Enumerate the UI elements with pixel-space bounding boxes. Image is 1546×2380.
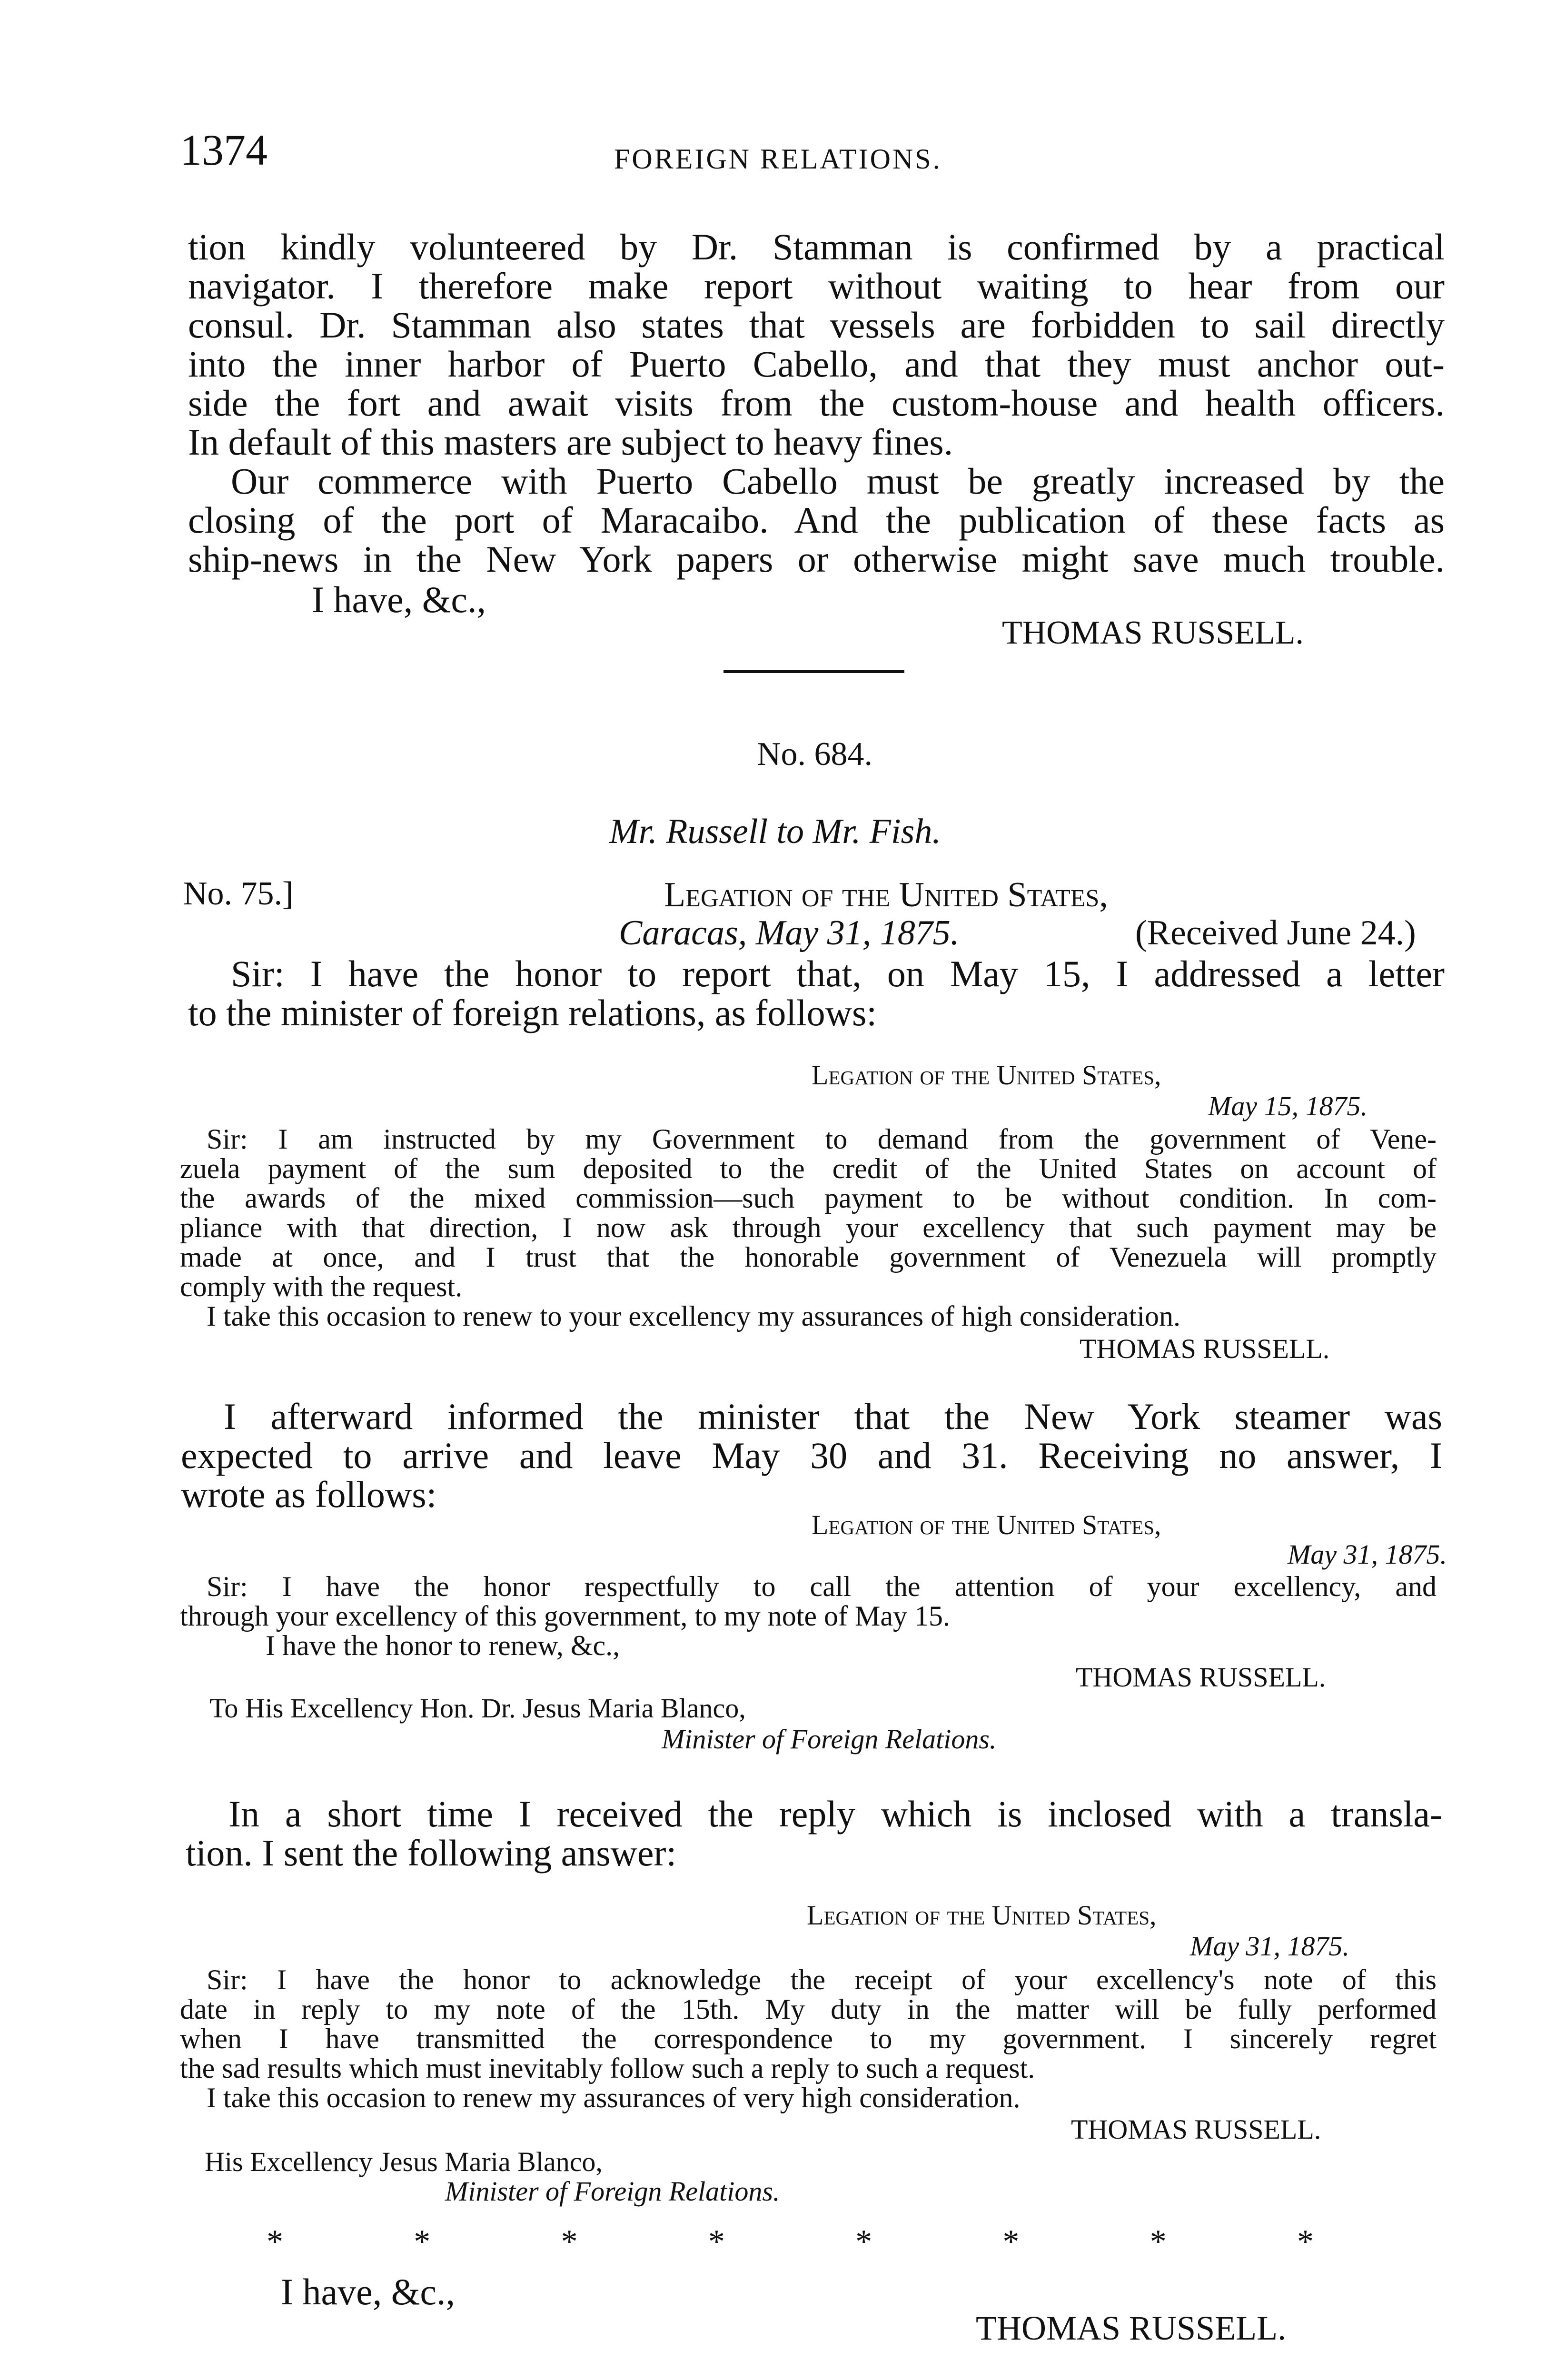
text-line: the sad results which must inevitably follow such a reply to such a request.	[180, 2053, 1035, 2084]
letter-date: May 31, 1875.	[1190, 1931, 1350, 1962]
legation-heading: Legation of the United States,	[664, 875, 1108, 914]
document-number: No. 684.	[757, 736, 873, 773]
text-line: Sir: I have the honor to report that, on May 15, I addressed a letter	[231, 953, 1445, 994]
running-title: FOREIGN RELATIONS.	[614, 143, 942, 175]
text-line: pliance with that direction, I now ask through your excellency that such payment may be	[180, 1212, 1437, 1243]
text-line: tion. I sent the following answer:	[186, 1832, 677, 1874]
paragraph-continuation	[188, 228, 1445, 462]
text-line: Our commerce with Puerto Cabello must be greatly increased by the	[231, 460, 1445, 502]
text-line: through your excellency of this government, to my note of May 15.	[180, 1600, 950, 1632]
received-date: (Received June 24.)	[1135, 913, 1416, 952]
text-line: I afterward informed the minister that the New York steamer was	[224, 1396, 1442, 1437]
text-line: wrote as follows:	[181, 1474, 437, 1515]
text-line: side the fort and await visits from the custom-house and health officers.	[188, 382, 1445, 424]
letter-legation: Legation of the United States,	[807, 1900, 1157, 1931]
paragraph-commerce	[188, 462, 1445, 579]
text-line: date in reply to my note of the 15th. My duty in the matter will be fully performed	[180, 1993, 1437, 2025]
addressee: To His Excellency Hon. Dr. Jesus Maria Blanco,	[209, 1693, 746, 1724]
letter-date: May 15, 1875.	[1208, 1091, 1368, 1121]
text-line: into the inner harbor of Puerto Cabello, and that they must anchor out-	[188, 343, 1445, 385]
signature: THOMAS RUSSELL.	[1071, 2114, 1321, 2145]
text-line: Sir: I have the honor to acknowledge the receipt of your excellency's note of this	[207, 1964, 1437, 1995]
text-line: Sir: I am instructed by my Government to demand from the government of Vene-	[207, 1123, 1437, 1155]
closing-phrase: I have, &c.,	[312, 579, 486, 620]
addressee-title: Minister of Foreign Relations.	[445, 2176, 780, 2207]
text-line: closing of the port of Maracaibo. And the publication of these facts as	[188, 499, 1445, 541]
text-line: I take this occasion to renew to your excellency my assurances of high consideration.	[207, 1300, 1181, 1332]
signature: THOMAS RUSSELL.	[1002, 615, 1304, 651]
letter-date: May 31, 1875.	[1288, 1539, 1447, 1570]
text-line: to the minister of foreign relations, as follows:	[188, 992, 877, 1033]
letter-legation: Legation of the United States,	[812, 1509, 1161, 1540]
letter-body	[180, 1124, 1437, 1331]
text-line: In default of this masters are subject to heavy fines.	[188, 421, 953, 463]
signature: THOMAS RUSSELL.	[976, 2309, 1287, 2347]
star: *	[1297, 2223, 1314, 2260]
text-line: navigator. I therefore make report without waiting to hear from our	[188, 265, 1445, 307]
text-line: Sir: I have the honor respectfully to call the attention of your excellency, and	[207, 1571, 1437, 1602]
paragraph-reply	[186, 1795, 1442, 1873]
text-line: when I have transmitted the correspondence to my government. I sincerely regret	[180, 2023, 1437, 2054]
letter-body	[180, 1965, 1437, 2112]
addressee-title: Minister of Foreign Relations.	[662, 1724, 997, 1755]
text-line: I have the honor to renew, &c.,	[266, 1630, 620, 1661]
omission-stars	[267, 2223, 1314, 2261]
signature: THOMAS RUSSELL.	[1080, 1333, 1330, 1364]
place-date: Caracas, May 31, 1875.	[619, 913, 960, 952]
closing-phrase: I have, &c.,	[281, 2271, 456, 2312]
document-title: Mr. Russell to Mr. Fish.	[609, 812, 941, 851]
text-line: comply with the request.	[180, 1271, 463, 1302]
letter-body	[180, 1572, 1437, 1660]
paragraph-intro	[188, 954, 1445, 1032]
star: *	[267, 2223, 283, 2260]
star: *	[855, 2223, 872, 2260]
text-line: In a short time I received the reply which is inclosed with a transla-	[228, 1793, 1442, 1835]
text-line: zuela payment of the sum deposited to the credit of the United States on account of	[180, 1153, 1437, 1184]
page-number: 1374	[180, 126, 268, 174]
text-line: made at once, and I trust that the honorable government of Venezuela will promptly	[180, 1241, 1437, 1273]
text-line: expected to arrive and leave May 30 and 31. Receiving no answer, I	[181, 1435, 1442, 1476]
letter-legation: Legation of the United States,	[812, 1060, 1161, 1091]
star: *	[1150, 2223, 1167, 2260]
text-line: ship-news in the New York papers or otherwise might save much trouble.	[188, 538, 1445, 580]
star: *	[414, 2223, 431, 2260]
star: *	[1002, 2223, 1020, 2260]
text-line: tion kindly volunteered by Dr. Stamman is confirmed by a practical	[188, 226, 1445, 268]
dispatch-ref: No. 75.]	[183, 875, 294, 912]
star: *	[708, 2223, 725, 2260]
paragraph-afterward	[181, 1397, 1442, 1514]
star: *	[561, 2223, 578, 2260]
text-line: the awards of the mixed commission—such payment to be without condition. In com-	[180, 1182, 1437, 1214]
text-line: consul. Dr. Stamman also states that vessels are forbidden to sail directly	[188, 304, 1445, 346]
addressee: His Excellency Jesus Maria Blanco,	[205, 2146, 603, 2177]
section-divider	[723, 670, 904, 673]
text-line: I take this occasion to renew my assurances of very high consideration.	[207, 2082, 1021, 2113]
signature: THOMAS RUSSELL.	[1076, 1662, 1326, 1693]
